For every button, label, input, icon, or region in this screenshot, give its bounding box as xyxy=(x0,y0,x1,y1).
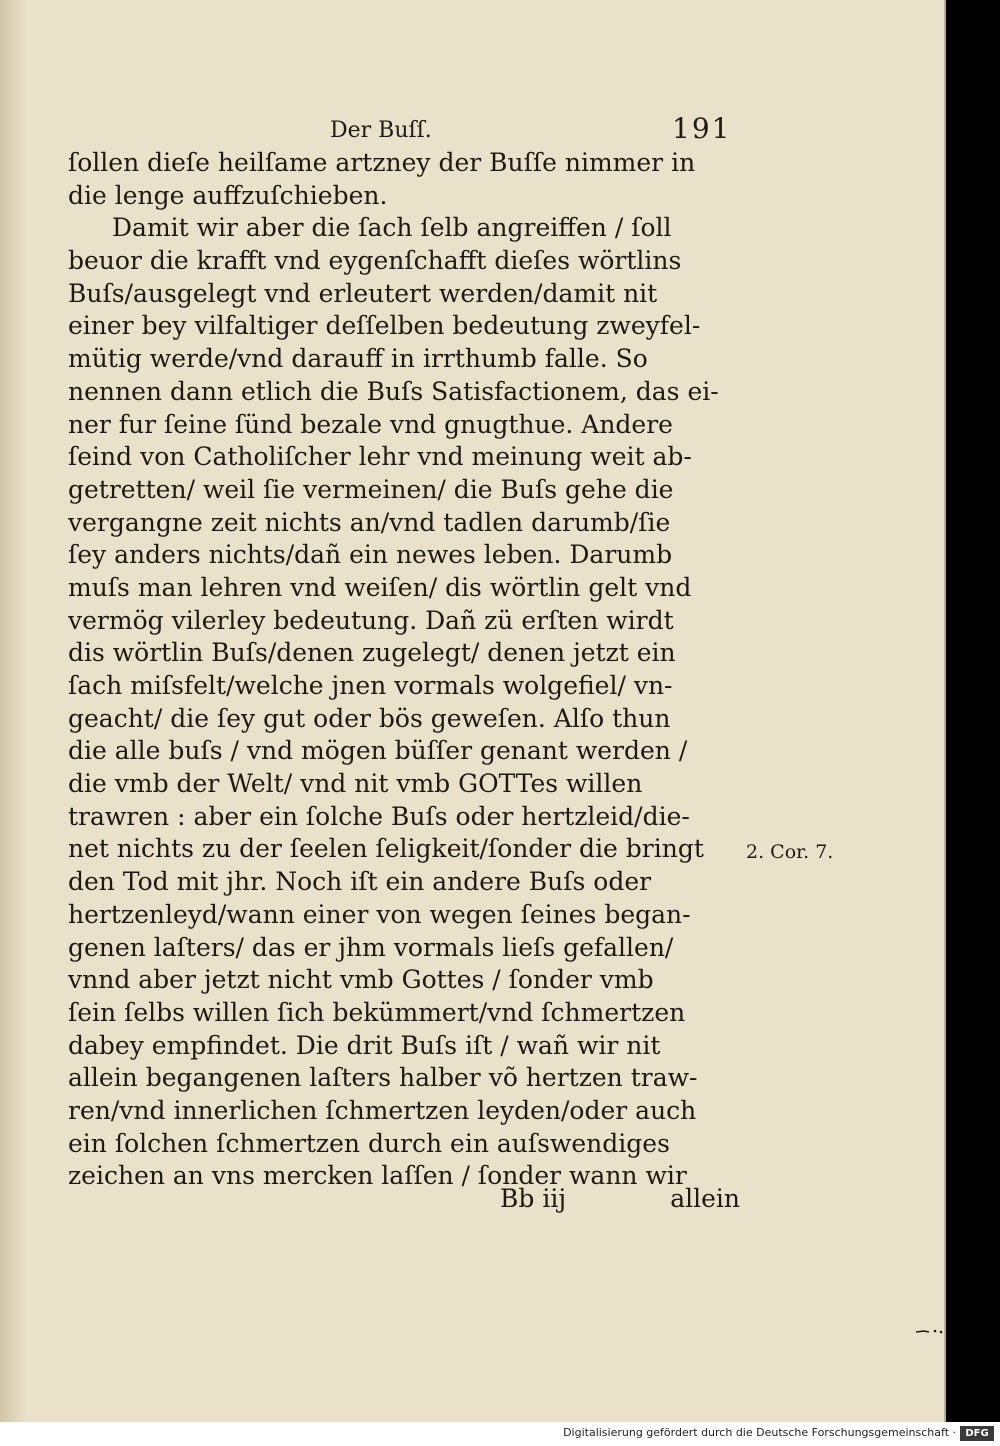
footer-bar xyxy=(0,1422,1000,1446)
text-block xyxy=(68,147,738,1193)
dfg-logo: DFG xyxy=(960,1426,994,1441)
ink-speck xyxy=(915,1328,945,1334)
text-line: einer bey vilfaltiger deſſelben bedeutung zweyfel- xyxy=(68,311,701,341)
text-line: allein begangenen laſters halber võ hertzen traw- xyxy=(68,1063,698,1093)
text-line: ein ſolchen ſchmertzen durch ein auſswendiges xyxy=(68,1128,670,1158)
text-line: mütig werde/vnd darauff in irrthumb falle. So xyxy=(68,344,648,374)
text-line: vermög vilerley bedeutung. Dañ zü erſten wirdt xyxy=(68,605,674,635)
text-line: genen laſters/ das er jhm vormals lieſs gefallen/ xyxy=(68,932,674,962)
text-line: Buſs/ausgelegt vnd erleutert werden/damit nit xyxy=(68,278,658,308)
text-line: dabey empfindet. Die drit Buſs iſt / wañ wir nit xyxy=(68,1030,661,1060)
footer-credit: Digitalisierung gefördert durch die Deutsche Forschungsgemeinschaft · xyxy=(563,1426,956,1439)
text-line: muſs man lehren vnd weiſen/ dis wörtlin gelt vnd xyxy=(68,572,692,602)
text-line: die lenge auffzuſchieben. xyxy=(68,180,388,210)
text-line: ner fur ſeine ſünd bezale vnd gnugthue. Andere xyxy=(68,409,673,439)
text-line: trawren : aber ein ſolche Buſs oder hertzleid/die- xyxy=(68,801,690,831)
text-line: getretten/ weil ſie vermeinen/ die Buſs gehe die xyxy=(68,474,674,504)
text-line: die alle buſs / vnd mögen büſſer genant werden / xyxy=(68,736,688,766)
text-line: ſey anders nichts/dañ ein newes leben. Darumb xyxy=(68,540,673,570)
text-line: ren/vnd innerlichen ſchmertzen leyden/oder auch xyxy=(68,1095,697,1125)
catchword: allein xyxy=(670,1184,740,1213)
text-line: dis wörtlin Buſs/denen zugelegt/ denen jetzt ein xyxy=(68,638,676,668)
text-line: ſach miſsfelt/welche jnen vormals wolgefiel/ vn- xyxy=(68,671,673,700)
signature-mark: Bb iij xyxy=(500,1184,567,1213)
text-line: hertzenleyd/wann einer von wegen ſeines began- xyxy=(68,899,691,929)
text-line: beuor die krafft vnd eygenſchafft dieſes wörtlins xyxy=(68,246,682,276)
text-line: ſollen dieſe heilſame artzney der Buſſe nimmer in xyxy=(68,148,696,177)
text-line: vnnd aber jetzt nicht vmb Gottes / ſonder vmb xyxy=(68,965,654,995)
text-line: net nichts zu der ſeelen ſeligkeit/ſonder die bringt xyxy=(68,834,704,864)
spine-shadow xyxy=(0,0,26,1422)
text-line: den Tod mit jhr. Noch iſt ein andere Buſs oder xyxy=(68,867,652,897)
running-head: Der Buſſ. xyxy=(330,118,432,143)
catchword-row xyxy=(500,1184,740,1220)
text-line: geacht/ die ſey gut oder bös geweſen. Alſo thun xyxy=(68,703,671,733)
marginal-note: 2. Cor. 7. xyxy=(746,841,834,863)
text-line: ſeind von Catholiſcher lehr vnd meinung weit ab- xyxy=(68,442,692,472)
text-line: nennen dann etlich die Buſs Satisfactionem, das ei- xyxy=(68,376,719,406)
text-line: zeichen an vns mercken laſſen / ſonder wann wir xyxy=(68,1161,687,1191)
text-line: Damit wir aber die ſach ſelb angreiffen / ſoll xyxy=(112,213,672,243)
text-line: ſein ſelbs willen ſich bekümmert/vnd ſchmertzen xyxy=(68,997,686,1027)
page-number: 191 xyxy=(672,112,732,145)
text-line: vergangne zeit nichts an/vnd tadlen darumb/ſie xyxy=(68,507,671,537)
text-line: die vmb der Welt/ vnd nit vmb GOTTes willen xyxy=(68,769,643,799)
